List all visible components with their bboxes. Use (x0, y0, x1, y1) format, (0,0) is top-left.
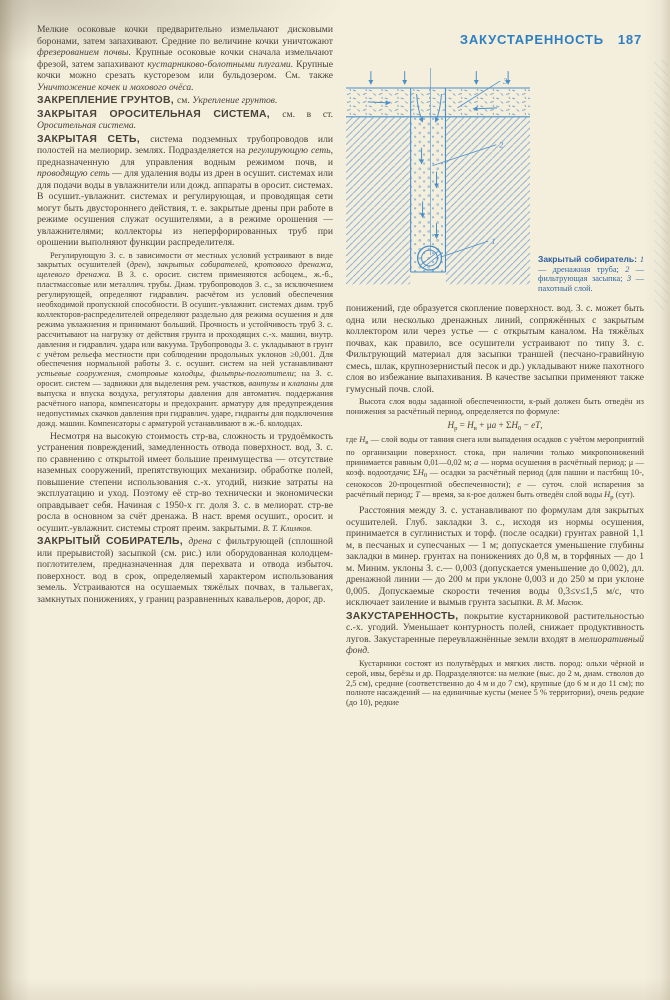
text-run: — время, за к-рое должен быть отведён слой воды (419, 490, 605, 500)
text-run: — слой воды от таяния снега или выпадения осадков с учётом мероприятий по организации поверхност. стока, при наличии только микропонижений принимается равным 0,01—0,02 м; (346, 434, 644, 467)
text-run: H (359, 434, 366, 444)
surface-infiltration-arrows (371, 71, 508, 87)
text-run: H (417, 467, 424, 477)
text-run: кустарниково-болотными плугами (147, 58, 291, 70)
text-run: — пахотный слой. (538, 274, 645, 294)
text-run: T (415, 490, 420, 500)
text-run: мелиоративный фонд. (346, 633, 644, 657)
text-run: + μ (476, 419, 492, 430)
text-run: — суточ. слой испарения за расчётный период; (346, 480, 644, 500)
entry-zakryty-sobiratel (37, 536, 333, 605)
right-column (346, 22, 644, 708)
text-run: покрытие кустарниковой растительностью с.-х. угодий. Уменьшает контурность полей, снижает продуктивность лугов. Закустаренные переувлажнённые земли входят в (346, 610, 644, 645)
text-run: ЗАКРЫТАЯ СЕТЬ, (37, 133, 151, 145)
text-run: клапаны (288, 379, 319, 389)
text-run: в (473, 424, 477, 432)
entry-zakreplenie-gruntov (37, 95, 333, 107)
text-run: e (517, 480, 521, 490)
text-run: ЗАКУСТАРЕННОСТЬ, (346, 610, 464, 622)
text-run: регулирующую сеть (248, 145, 331, 156)
figure-label-pipe: 1 (491, 236, 496, 247)
text-run: Кустарники состоят из полутвёрдых и мягких листв. пород: ольхи чёрной и серой, ивы, берёзы и др. Подразделяются: на мелкие (выс. до 2 м, диам. стволов до 2,5 см), средние (соответственно до 4 м и до 7 см), крупные (до 6 м и до 11 см); по полноте насаждений — на единичные кусты (менее 5 % территории), очень редкие (до 10), редкие (346, 658, 644, 708)
text-run: закрытых собирателей, кротового дренажа, щелевого дренажа. (37, 260, 333, 280)
text-run: ЗАКРЫТАЯ ОРОСИТЕЛЬНАЯ СИСТЕМА, (37, 108, 283, 120)
text-run: (сут). (613, 490, 635, 500)
text-run: — осадки за расчётный период (для пашни и пастбищ 10-, сенокосов 20-процентной обеспеченности); (346, 467, 644, 490)
paragraph-hummocks (37, 24, 333, 93)
paragraph-water-layer (346, 397, 644, 417)
text-run: Высота слоя воды заданной обеспеченности, к-рый должен быть отведён из понижения за расчётный период, определяется по формуле: (346, 397, 644, 416)
text-run: ЗАКРЕПЛЕНИЕ ГРУНТОВ, (37, 95, 178, 106)
paragraph-shrubs (346, 659, 644, 709)
text-run: − (521, 419, 532, 430)
paragraph-distances (346, 505, 644, 609)
text-run: 3 (627, 274, 632, 284)
text-run: в (365, 438, 369, 446)
text-run: и (278, 379, 289, 389)
text-run: a (474, 457, 479, 467)
closed-collector-diagram (346, 68, 530, 294)
text-run: Закрытый собиратель: (538, 253, 640, 264)
right-column-text (346, 303, 644, 708)
text-run: устьевые сооружения, смотровые колодцы, фильтры-поглотители (37, 369, 294, 379)
text-run: — норма осушения в расчётный период; μ — коэф. водоотдачи; Σ (346, 457, 644, 477)
text-run: . Крупные кочки можно срезать кусторезом или бульдозером. См. также (37, 58, 333, 81)
text-run: В. М. Масюк. (536, 598, 584, 608)
paragraph-advantages (37, 431, 333, 535)
text-run: вантузы (248, 379, 279, 389)
text-run: , предназначенную для управления водным режимом почв, и (37, 145, 333, 168)
text-run: a (491, 419, 497, 430)
drain-pipe (418, 246, 442, 270)
text-run: . Крупные осоковые кочки сначала измельчают фрезой, затем запахивают (37, 47, 333, 70)
text-run: р (454, 424, 458, 432)
text-run: В. Т. Климков. (262, 523, 313, 533)
text-run: e (531, 419, 536, 430)
text-run: — фильтрующая засыпка; (538, 264, 644, 284)
text-run: р (610, 494, 614, 502)
figure-label-topsoil: 3 (503, 76, 508, 87)
paragraph-formula-legend (346, 435, 644, 503)
text-run: 2 (625, 264, 630, 274)
text-run: ; на З. с. оросит. систем — задвижки для выделения рем. участков, (37, 369, 333, 389)
text-run: см. (177, 95, 193, 106)
text-run: система подземных трубопроводов или полостей на мелиорир. землях. Подразделяется на (37, 133, 333, 156)
text-run: Несмотря на высокую стоимость стр-ва, сложность и трудоёмкость устранения повреждений, замедленность отвода поверхност. вод, З. с. по сравнению с открытой имеет большие преимущества — отсутствие наземных сооружений, препятствующих механизир. обработке полей, повышение степени использования с.-х. угодий, низкие затраты на эксплуатацию и уход. Поэтому её стр-во технически и экономически оправдывает себя. Начиная с 1950-х гг. доля З. с. в мелиорат. стр-ве росла в основном за счёт дренажа. В наст. время осушит., оросит. и осушит.-увлажнит. системы строят преим. закрытыми. (37, 430, 333, 534)
text-run: с фильтрующей (сплошной или прерывистой) засыпкой (см. рис.) или оборудованная колодцем-поглотителем, предназначенная для перехвата и отвода избыточ. поверхност. вод в срок, определяемый характером использования земель. Устраиваются на осушаемых тяжёлых почвах, в тальвегах, замкнутых понижениях, у границ разравненных кавальеров, дорог, др. (37, 536, 333, 605)
text-run: 0 (517, 424, 522, 432)
text-run: ), (146, 260, 158, 270)
text-run: Мелкие осоковые кочки предварительно измельчают дисковыми боронами, затем запахивают. Средние по величине кочки уничтожают (37, 24, 333, 47)
text-run: Регулирующую З. с. в зависимости от местных условий устраивают в виде закрытых осушителей ( (37, 250, 333, 270)
entry-zakrytaya-orositelnaya-sistema (37, 109, 333, 132)
figure (346, 66, 644, 294)
text-run: H (604, 490, 611, 500)
text-run: Оросительная система. (37, 120, 137, 131)
running-head-title: ЗАКУСТАРЕННОСТЬ (459, 32, 604, 47)
text-run: ЗАКРЫТЫЙ СОБИРАТЕЛЬ, (37, 536, 189, 548)
text-run: см. в ст. (282, 108, 333, 120)
text-run: — дренажная труба; (538, 264, 626, 274)
text-run: Расстояния между З. с. устанавливают по формулам для закрытых осушителей. Глуб. закладки З. с., исходя из нормы осушения, принимается в суглинистых и торф. (после осадки) грунтах равной 1,1 м, в песчаных и супесчаных — 1 м; допускается уменьшение глубины закладки в минер. грунтах на понижениях до 0,8 м, в торфяных — до 1 м. Миним. уклоны З. с.— 0,003 (допускается уменьшение до 0,002), дл. дренажной линии — до 200 м при уклоне 0,003 и до 250 м при уклоне 0,005. Допускаемые скорости течения воды 0,3≤v≤1,5 м/с, что исключает заиление и вымыв грунта засыпки. (346, 505, 644, 609)
text-run: H (511, 419, 518, 430)
text-run: фрезерованием почвы (37, 47, 129, 58)
text-run: Уничтожение кочек и мохового очёса. (37, 81, 194, 93)
running-head (346, 22, 644, 47)
text-run: T (535, 419, 541, 430)
left-column (37, 24, 333, 605)
paragraph-regulating-network (37, 251, 333, 429)
page-number: 187 (617, 32, 642, 47)
text-run: + Σ (496, 419, 512, 430)
figure-label-backfill: 2 (499, 139, 504, 150)
text-run: В З. с. оросит. систем применяются асбоцем., ж.-б., пластмассовые или металлич. трубы. Диам. трубопроводов З. с., за исключением регулирующей, определяют гидравлич. расчётом из условий обеспечения необходимой пропускной способности. В осушит.-увлажнит. системах диам. труб коллекторов-распределителей определяют раздельно для режима осушения и для режима увлажнения и принимают больший. Прочность и устойчивость труб З. с. рассчитывают на нагрузку от действия грунта и проходящих с.-х. машин, внутр. давления и гидравлич. удара или вакуума. Трубопроводы З. с. укладывают в грунт с учётом рельефа местности при соблюдении продольных уклонов ≥0,001. Для обеспечения нормальной работы З. с. осушит. систем на ней устанавливают (37, 270, 333, 369)
text-run: — для удаления воды из дрен в осушит. системах или для подачи воды в увлажнители или дожд. аппараты в оросит. системах. В осушит.-увлажнит. системах и регулирующая, и проводящая сети могут быть двустороннего действия, т. е. закрытые дрены при работе в режиме осушения служат осушителями, а в режиме орошения — увлажнителями; коллекторы из неперфорированных труб при орошении выполняют функции распределителя. (37, 168, 333, 248)
text-run: H (467, 419, 474, 430)
text-run: проводящую сеть (37, 168, 110, 179)
text-run: понижений, где образуется скопление поверхност. вод. З. с. может быть одна или несколько дренажных линий, сопряжённых с закрытым коллектором или через устье — с открытым каналом. На тяжёлых почвах, как правило, все осушители устраивают по типу З. с. Фильтрующий материал для засыпки траншей (песчано-гравийную смесь, шлак, крупнозернистый песок и др.) укладывают ниже пахотного слоя во избежание выпахивания. В качестве засыпки применяют также гумусный почв. слой. (346, 303, 644, 395)
text-run: дрен (129, 260, 147, 270)
entry-zakustarennost (346, 611, 644, 657)
paragraph-depressions (346, 303, 644, 395)
text-run: = (457, 419, 468, 430)
page-edge-bleed (654, 60, 668, 310)
topsoil-band (346, 88, 530, 117)
text-run: 0 (423, 471, 428, 479)
text-run: H (447, 419, 455, 430)
text-run: , (540, 419, 543, 430)
text-run: дрена (188, 536, 212, 548)
text-run: Укрепление грунтов. (192, 95, 278, 106)
formula-water-layer (346, 420, 644, 432)
entry-zakrytaya-set (37, 134, 333, 249)
figure-caption (538, 255, 644, 294)
text-run: 1 (639, 254, 644, 264)
text-run: для выпуска и впуска воздуха, регуляторы давления для автоматич. поддержания расчётного напора, компенсаторы и предохранит. арматуру для предупреждения недопустимых скачков давления при гидравлич. ударе, гидранты для подключения дожд. машин. Компенсаторы с арматурой устанавливают в ж.-б. колодцах. (37, 379, 334, 428)
text-run: где (346, 434, 360, 444)
